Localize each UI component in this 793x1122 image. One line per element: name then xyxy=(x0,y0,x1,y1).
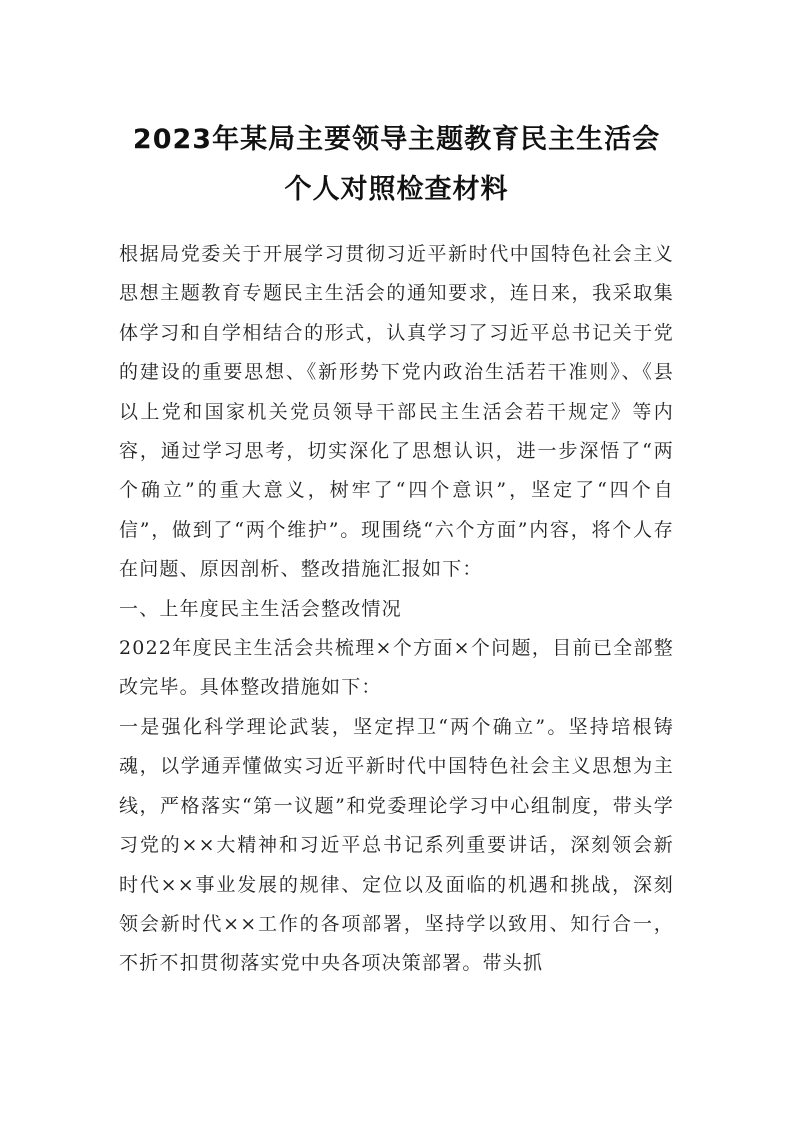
document-title xyxy=(119,115,674,215)
section-heading-1: 一、上年度民主生活会整改情况 xyxy=(119,597,402,620)
title-line-1: 2023年某局主要领导主题教育民主生活会 xyxy=(132,124,661,155)
summary-paragraph: 2022年度民主生活会共梳理×个方面×个问题，目前已全部整改完毕。具体整改措施如下： xyxy=(119,637,674,699)
title-line-2: 个人对照检查材料 xyxy=(284,174,509,205)
intro-paragraph: 根据局党委关于开展学习贯彻习近平新时代中国特色社会主义思想主题教育专题民主生活会的通知要求，连日来，我采取集体学习和自学相结合的形式，认真学习了习近平总书记关于党的建设的重要思想、《新形势下党内政治生活若干准则》、《县以上党和国家机关党员领导干部民主生活会若干规定》等内容，通过学习思考，切实深化了思想认识，进一步深悟了“两个确立”的重大意义，树牢了“四个意识”，坚定了“四个自信”，做到了“两个维护”。现围绕“六个方面”内容，将个人存在问题、原因剖析、整改措施汇报如下： xyxy=(119,243,674,581)
measure-paragraph-1: 一是强化科学理论武装，坚定捍卫“两个确立”。坚持培根铸魂，以学通弄懂做实习近平新时代中国特色社会主义思想为主线，严格落实“第一议题”和党委理论学习中心组制度，带头学习党的××大精神和习近平总书记系列重要讲话，深刻领会新时代××事业发展的规律、定位以及面临的机遇和挑战，深刻领会新时代××工作的各项部署，坚持学以致用、知行合一，不折不扣贯彻落实党中央各项决策部署。带头抓 xyxy=(119,715,674,975)
document-body xyxy=(119,235,674,984)
